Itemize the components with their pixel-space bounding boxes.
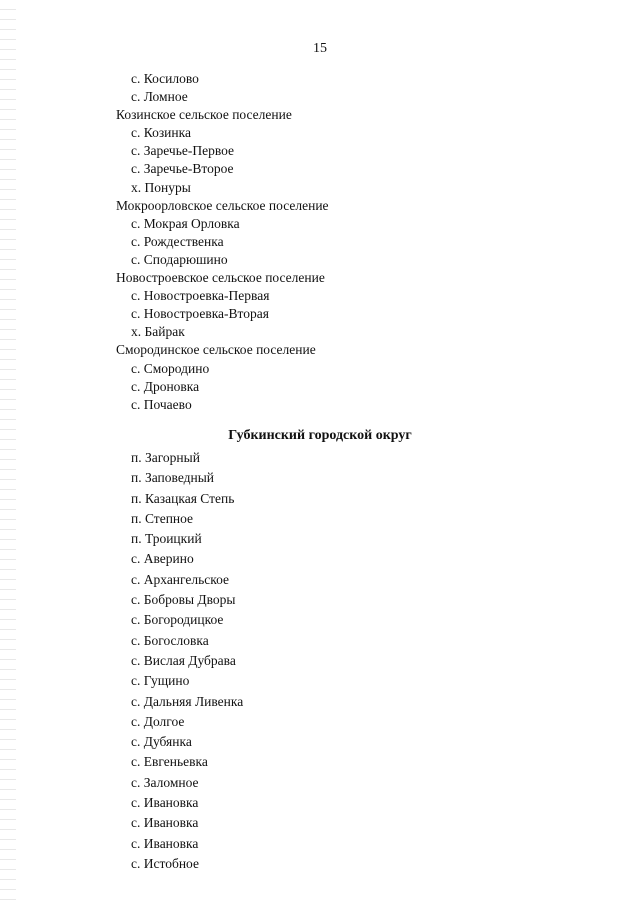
village-item: с. Заломное: [131, 774, 199, 790]
village-item: с. Козинка: [131, 125, 191, 141]
settlement-list: [0, 70, 640, 414]
village-item: с. Новостроевка-Первая: [131, 288, 270, 304]
village-item: с. Евгеньевка: [131, 754, 208, 770]
village-item: с. Почаево: [131, 396, 192, 412]
village-item: с. Богословка: [131, 632, 209, 648]
settlement-heading: Мокроорловское сельское поселение: [116, 197, 329, 213]
district-village-list: [0, 448, 640, 874]
village-item: с. Вислая Дубрава: [131, 652, 236, 668]
village-item: с. Рождественка: [131, 233, 224, 249]
village-item: с. Дальняя Ливенка: [131, 693, 244, 709]
village-item: с. Смородино: [131, 360, 210, 376]
village-item: с. Ивановка: [131, 795, 199, 811]
village-item: п. Заповедный: [131, 470, 215, 486]
village-item: п. Троицкий: [131, 531, 202, 547]
village-item: п. Казацкая Степь: [131, 490, 235, 506]
settlement-heading: Новостроевское сельское поселение: [116, 270, 325, 286]
village-item: п. Загорный: [131, 450, 200, 465]
village-item: с. Бобровы Дворы: [131, 592, 236, 608]
village-item: х. Байрак: [131, 324, 185, 340]
village-item: п. Степное: [131, 510, 194, 526]
village-item: с. Заречье-Второе: [131, 161, 234, 177]
village-item: с. Заречье-Первое: [131, 143, 235, 159]
page-number: 15: [313, 41, 327, 56]
district-heading: Губкинский городской округ: [228, 428, 412, 443]
village-item: с. Косилово: [131, 71, 199, 86]
village-item: с. Аверино: [131, 551, 194, 567]
village-item: с. Ивановка: [131, 835, 199, 851]
settlement-heading: Смородинское сельское поселение: [116, 342, 316, 358]
village-item: с. Ломное: [131, 89, 188, 105]
village-item: с. Богородицкое: [131, 612, 224, 628]
village-item: с. Ивановка: [131, 815, 199, 831]
village-item: с. Дроновка: [131, 378, 200, 394]
settlement-heading: Козинское сельское поселение: [116, 107, 292, 123]
village-item: х. Понуры: [131, 179, 191, 195]
village-item: с. Дубянка: [131, 734, 192, 750]
village-item: с. Мокрая Орловка: [131, 215, 240, 231]
village-item: с. Сподарюшино: [131, 251, 228, 267]
village-item: с. Новостроевка-Вторая: [131, 306, 269, 322]
village-item: с. Гущино: [131, 673, 190, 689]
village-item: с. Архангельское: [131, 571, 230, 587]
village-item: с. Долгое: [131, 713, 185, 729]
village-item: с. Истобное: [131, 855, 199, 871]
